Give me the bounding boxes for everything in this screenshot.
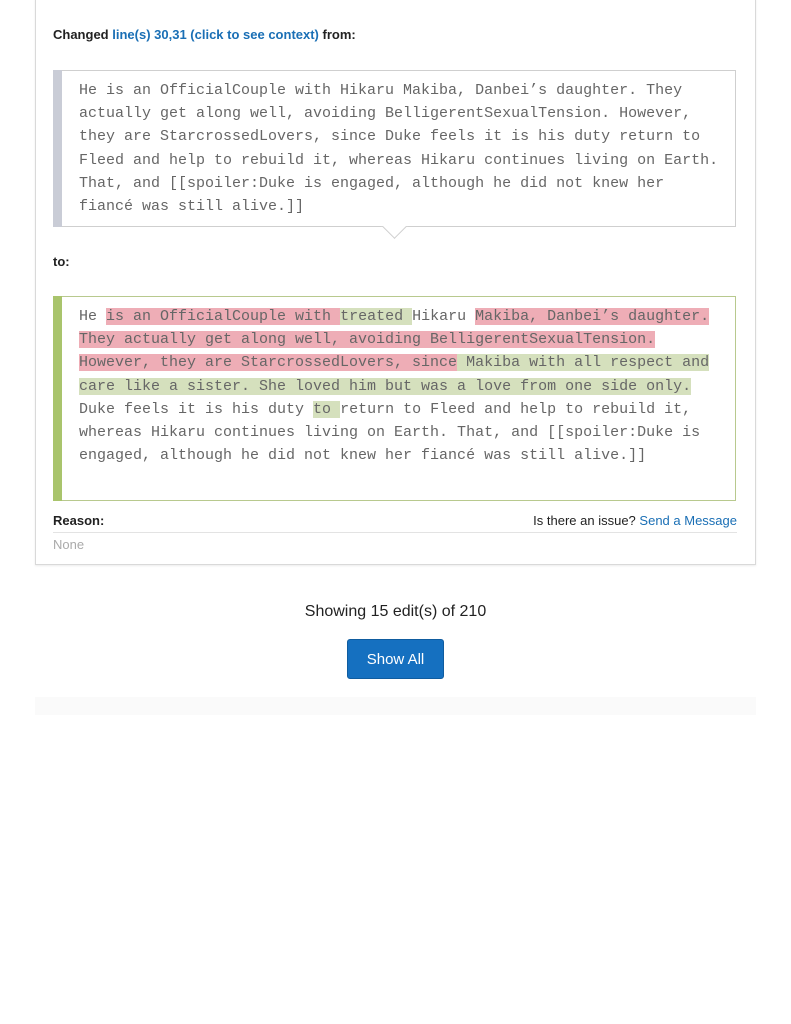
issue-prompt	[533, 513, 737, 528]
unchanged-segment: return to Fleed and help to rebuild it, whereas Hikaru continues living on Earth. That, and [[spoiler:Duke is engaged, although he did not knew her fiancé was still alive.]]	[79, 400, 701, 465]
inserted-segment: to	[313, 400, 341, 418]
inserted-segment: Makiba with all respect and care like a sister. She loved him but was a love from one side only.	[79, 354, 710, 395]
reason-divider	[53, 532, 737, 533]
changed-prefix: Changed	[53, 27, 109, 42]
unchanged-segment: He	[79, 308, 107, 325]
edit-count-text: Showing 15 edit(s) of 210	[304, 603, 487, 620]
show-all-button[interactable]: Show All	[347, 639, 444, 679]
deleted-segment: Makiba, Danbei’s daughter. They actually get along well, avoiding BelligerentSexualTension. However, they are StarcrossedLovers, since	[79, 308, 710, 372]
original-text-box	[53, 70, 736, 227]
changed-text	[54, 297, 735, 473]
inserted-segment: treated	[340, 308, 413, 325]
unchanged-segment: Duke feels it is his duty	[79, 400, 314, 418]
changed-suffix: from:	[322, 27, 356, 42]
changed-indicator-bar	[53, 296, 62, 501]
reason-value: None	[53, 537, 85, 552]
deleted-segment: is an OfficialCouple with	[106, 308, 341, 325]
reason-label: Reason:	[53, 513, 105, 528]
unchanged-segment: Hikaru	[412, 308, 476, 325]
original-indicator-bar	[53, 70, 62, 227]
diff-pointer-arrow	[381, 226, 409, 241]
issue-text: Is there an issue?	[533, 513, 636, 528]
original-text: He is an OfficialCouple with Hikaru Makiba, Danbei’s daughter. They actually get along well, avoiding BelligerentSexualTension. However, they are StarcrossedLovers, since Duke feels it is his duty return to Fleed and help to rebuild it, whereas Hikaru continues living on Earth. That, and [[spoiler:Duke is engaged, although he did not knew her fiancé was still alive.]]	[79, 82, 719, 216]
send-message-link[interactable]: Send a Message	[639, 513, 737, 528]
changed-lines-heading	[53, 27, 356, 42]
footer-strip	[35, 697, 756, 715]
changed-text-box	[53, 296, 736, 501]
to-label: to:	[53, 254, 70, 269]
context-link[interactable]: line(s) 30,31 (click to see context)	[112, 27, 319, 42]
